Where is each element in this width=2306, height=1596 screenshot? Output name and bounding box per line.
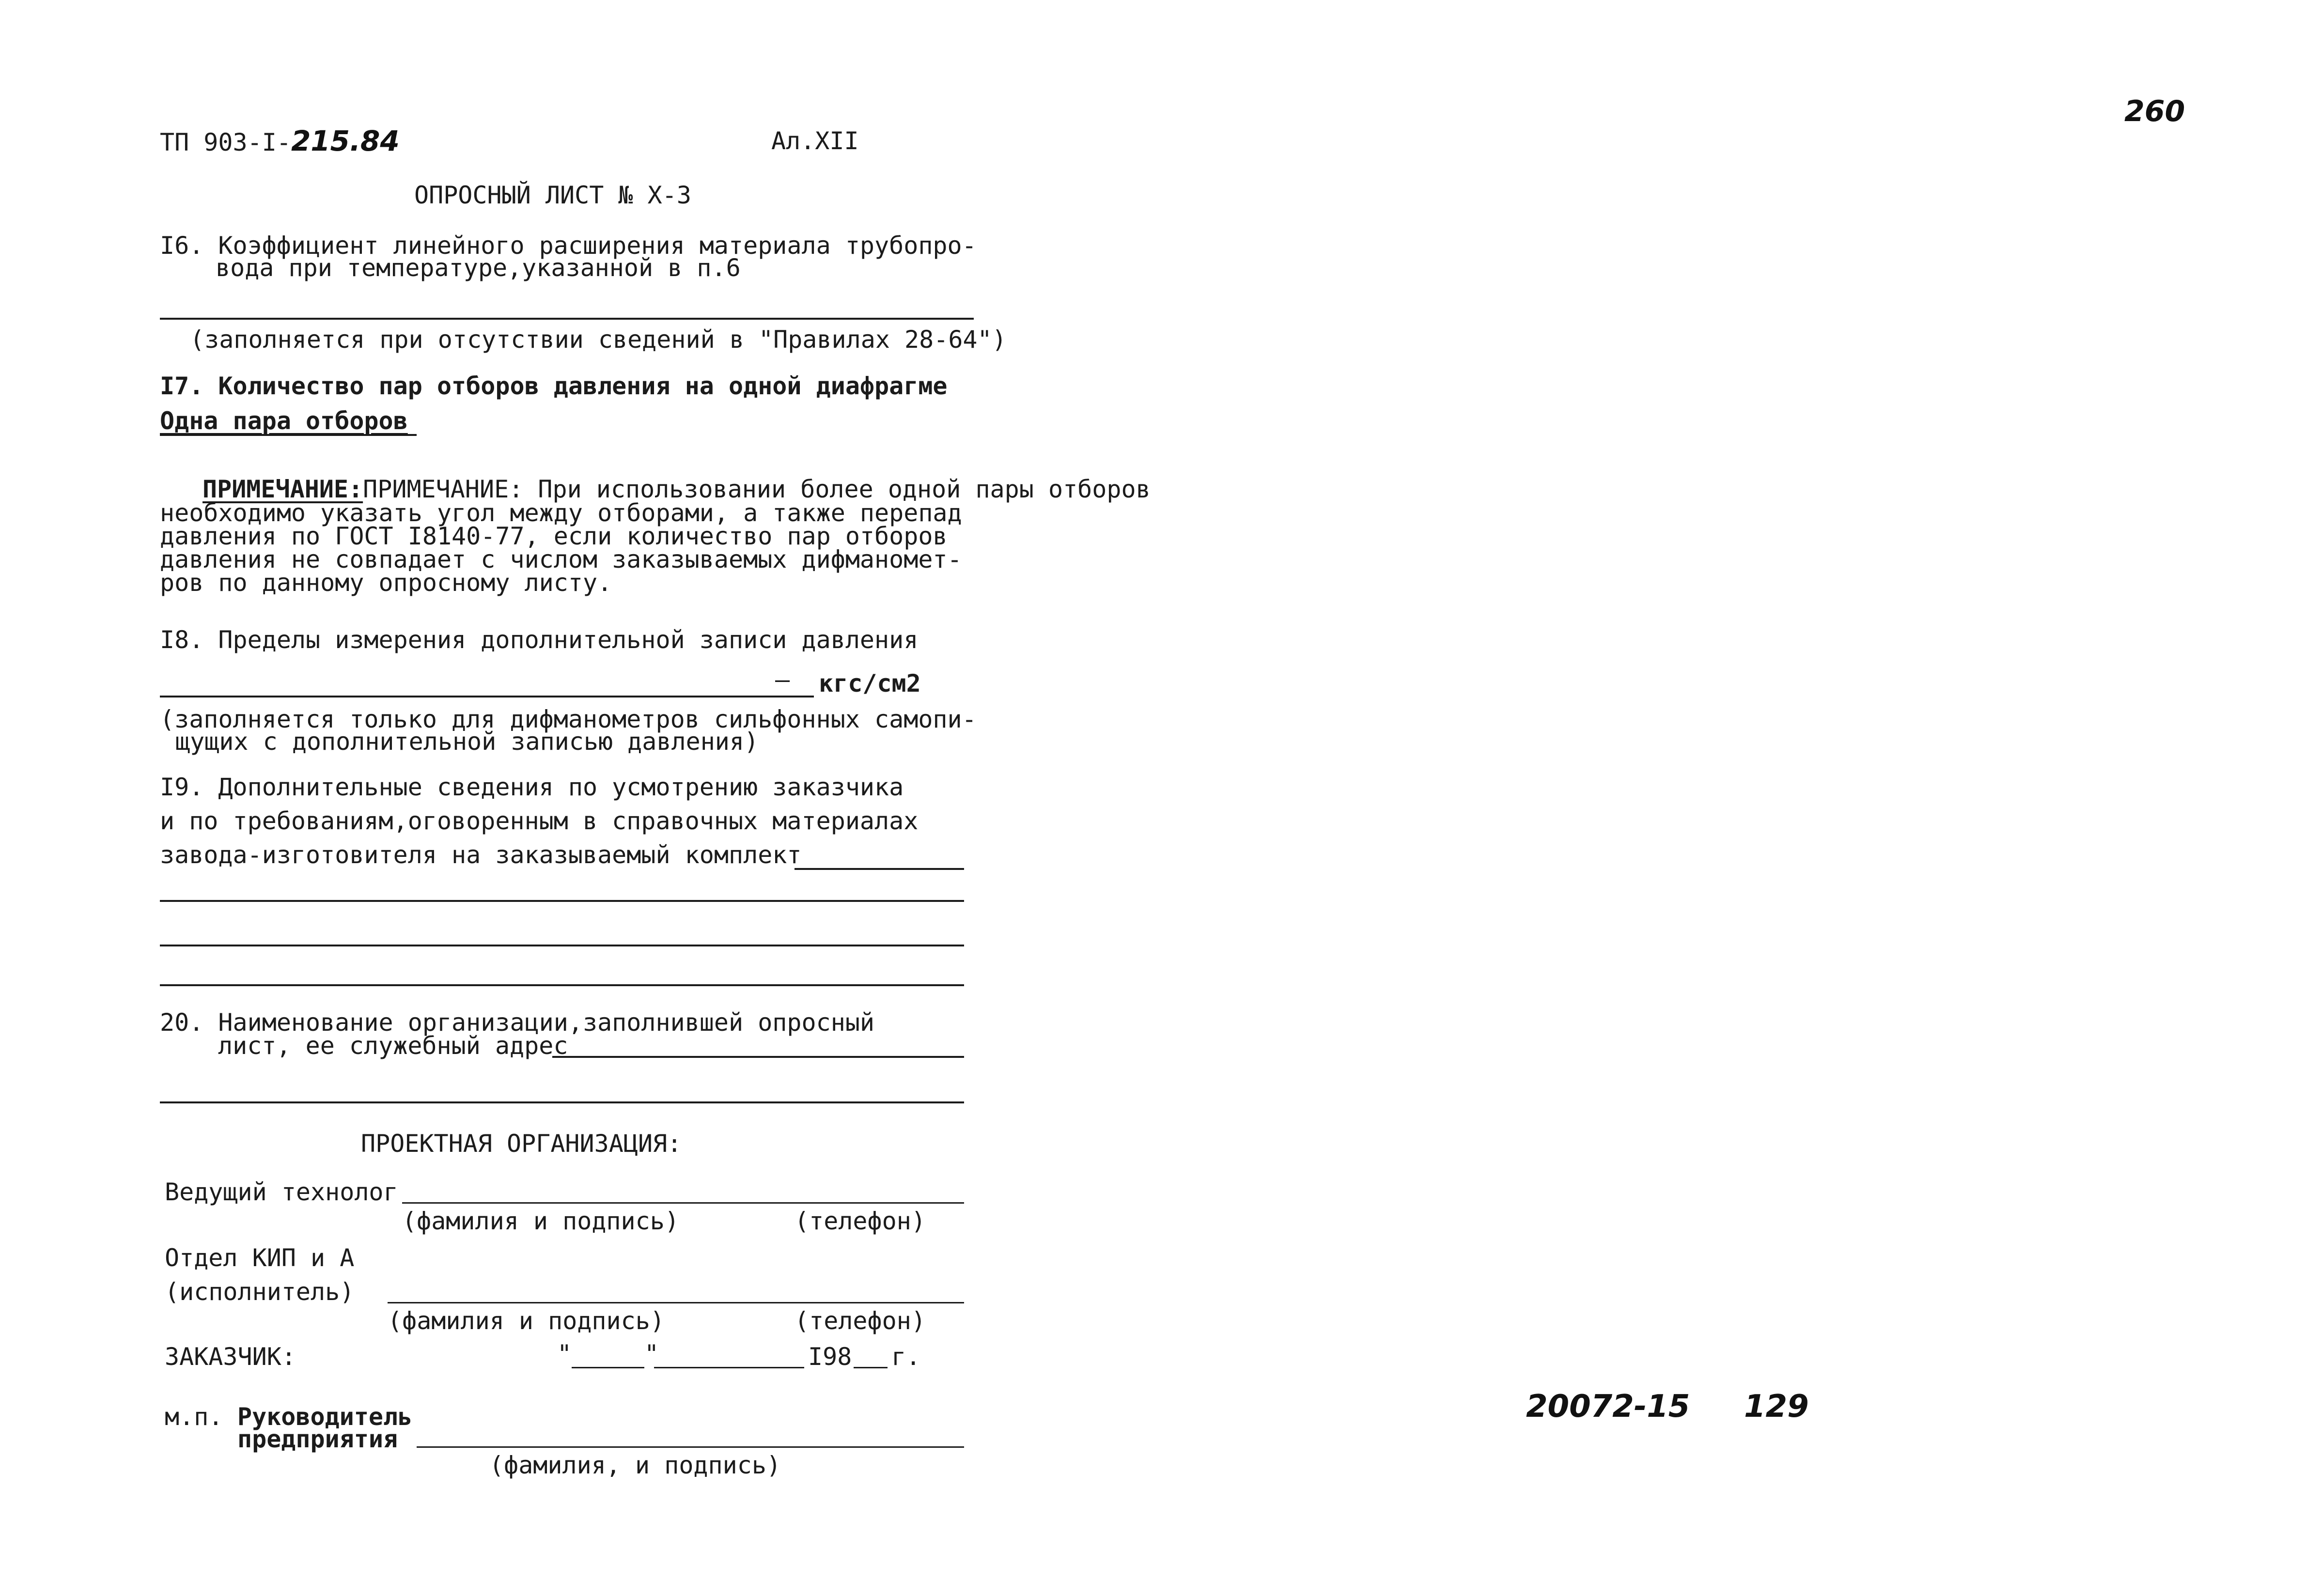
remark-line5: ров по данному опросному листу. xyxy=(160,569,612,597)
item20-line2: лист, ее служебный адрес xyxy=(218,1032,568,1060)
lead-technologist-sign-caption: (фамилия и подпись) xyxy=(402,1207,679,1235)
date-quote-close: " xyxy=(644,1340,659,1368)
head-fill-line xyxy=(417,1446,964,1448)
item17-line1: I7. Количество пар отборов давления на одной диафрагме xyxy=(160,372,948,400)
remark-line1 xyxy=(203,477,1151,501)
item20-line1: 20. Наименование организации,заполнившей опросный xyxy=(160,1008,875,1037)
item18-unit: кгс/см2 xyxy=(819,669,921,697)
item16-fill-line xyxy=(160,318,974,320)
date-month-line xyxy=(654,1367,804,1368)
doc-code: ТП 903-I-215.84 xyxy=(160,124,400,157)
date-year-prefix: I98 xyxy=(808,1343,852,1371)
head-label-line2: предприятия xyxy=(237,1425,398,1453)
item19-line1: I9. Дополнительные сведения по усмотрению заказчика xyxy=(160,773,904,801)
remark-label: ПРИМЕЧАНИЕ: xyxy=(203,475,363,503)
item18-fill-line xyxy=(160,696,814,697)
stamp-label: м.п. xyxy=(165,1403,223,1431)
sheet-number: 260 xyxy=(2124,94,2185,128)
item16-note: (заполняется при отсутствии сведений в "Правилах 28-64") xyxy=(190,325,1007,354)
item16-line2: вода при температуре,указанной в п.6 xyxy=(216,254,741,282)
dept-executor-label: (исполнитель) xyxy=(165,1278,355,1306)
date-year-suffix: г. xyxy=(891,1343,921,1371)
customer-label: ЗАКАЗЧИК: xyxy=(165,1343,296,1371)
item18-note1: (заполняется только для дифманометров сильфонных самопи- xyxy=(160,705,977,733)
item18-dash: — xyxy=(775,666,790,694)
lead-technologist-fill-line xyxy=(402,1202,964,1204)
remark-line4: давления не совпадает с числом заказываемых дифманомет- xyxy=(160,545,962,573)
item20-fill-line-0 xyxy=(552,1056,964,1058)
item19-fill-line-1 xyxy=(160,900,964,902)
lead-technologist-label: Ведущий технолог xyxy=(165,1178,398,1206)
footer-doc-code: 20072-15 xyxy=(1526,1389,1690,1425)
date-day-line xyxy=(572,1367,644,1368)
date-quote-open: " xyxy=(557,1340,572,1368)
remark-line3: давления по ГОСТ I8140-77, если количество пар отборов xyxy=(160,522,948,550)
item18-line1: I8. Пределы измерения дополнительной записи давления xyxy=(160,626,919,654)
dept-fill-line xyxy=(388,1302,964,1303)
item17-value-underline xyxy=(160,434,417,436)
item18-note2: щущих с дополнительной записью давления) xyxy=(175,728,759,756)
item19-line2: и по требованиям,оговоренным в справочных материалах xyxy=(160,807,919,835)
item19-fill-line-2 xyxy=(160,945,964,946)
doc-code-handwritten: 215.84 xyxy=(291,124,400,157)
remark-line2: необходимо указать угол между отборами, а также перепад xyxy=(160,499,962,527)
date-year-line xyxy=(854,1367,888,1368)
page-title: ОПРОСНЫЙ ЛИСТ № Х-3 xyxy=(414,181,691,209)
lead-technologist-phone-caption: (телефон) xyxy=(795,1207,926,1235)
item19-fill-line-0 xyxy=(795,868,964,870)
head-label-line1: Руководитель xyxy=(237,1403,413,1431)
item19-line3: завода-изготовителя на заказываемый комплект xyxy=(160,841,802,869)
item20-fill-line-1 xyxy=(160,1101,964,1103)
footer-page-number: 129 xyxy=(1744,1389,1809,1425)
design-org-heading: ПРОЕКТНАЯ ОРГАНИЗАЦИЯ: xyxy=(361,1130,682,1158)
item16-line1: I6. Коэффициент линейного расширения материала трубопро- xyxy=(160,232,977,260)
album-label: Ал.XII xyxy=(771,127,859,155)
head-sign-caption: (фамилия, и подпись) xyxy=(489,1451,781,1479)
item19-fill-line-3 xyxy=(160,984,964,986)
remark-text: ПРИМЕЧАНИЕ: При использовании более одной пары отборов xyxy=(363,475,1151,503)
item17-value: Одна пара отборов xyxy=(160,407,408,435)
dept-label: Отдел КИП и А xyxy=(165,1244,355,1272)
dept-phone-caption: (телефон) xyxy=(795,1307,926,1335)
dept-sign-caption: (фамилия и подпись) xyxy=(388,1307,665,1335)
